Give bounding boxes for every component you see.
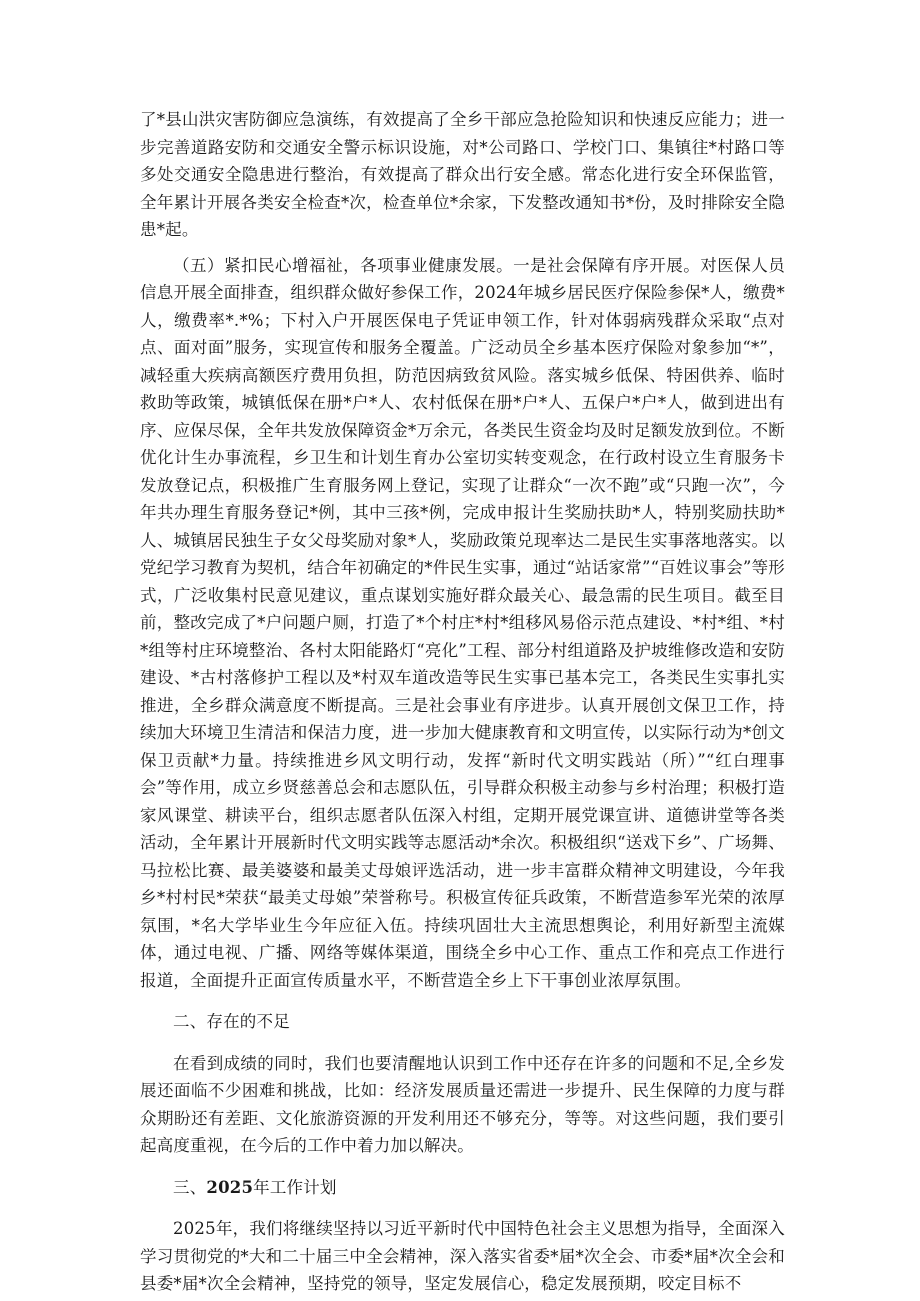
heading-suffix: 年工作计划 xyxy=(253,1177,337,1197)
paragraph-work-plan: 2025年，我们将继续坚持以习近平新时代中国特色社会主义思想为指导，全面深入学习贯彻党的*大和二十届三中全会精神，深入落实省委*届*次全会、市委*届*次全会和县委*届*次全会精神，坚持党的领导，坚定发展信心，稳定发展预期，咬定目标不 xyxy=(140,1219,785,1293)
paragraph-safety-continued: 了*县山洪灾害防御应急演练，有效提高了全乡干部应急抢险知识和快速反应能力；进一步完善道路安防和交通安全警示标识设施，对*公司路口、学校门口、集镇往*村路口等多处交通安全隐患进行整治，有效提高了群众出行安全感。常态化进行安全环保监管，全年累计开展各类安全检查*次，检查单位*余家，下发整改通知书*份，及时排除安全隐患*起。 xyxy=(140,110,785,239)
document-body xyxy=(140,106,785,1298)
heading-year: 2025 xyxy=(206,1177,254,1197)
section-heading-work-plan xyxy=(140,1174,785,1202)
section-heading-shortcomings: 二、存在的不足 xyxy=(173,1012,290,1031)
heading-prefix: 三、 xyxy=(173,1177,207,1197)
paragraph-shortcomings: 在看到成绩的同时，我们也要清醒地认识到工作中还存在许多的问题和不足,全乡发展还面临不少困难和挑战，比如：经济发展质量还需进一步提升、民生保障的力度与群众期盼还有差距、文化旅游资源的开发利用还不够充分，等等。对这些问题，我们要引起高度重视，在今后的工作中着力加以解决。 xyxy=(140,1053,785,1155)
paragraph-livelihood: （五）紧扣民心增福祉，各项事业健康发展。一是社会保障有序开展。对医保人员信息开展全面排查，组织群众做好参保工作，2024年城乡居民医疗保险参保*人，缴费*人，缴费率*.*%；下村入户开展医保电子凭证申领工作，针对体弱病残群众采取“点对点、面对面”服务，实现宣传和服务全覆盖。广泛动员全乡基本医疗保险对象参加“*”，减轻重大疾病高额医疗费用负担，防范因病致贫风险。落实城乡低保、特困供养、临时救助等政策，城镇低保在册*户*人、农村低保在册*户*人、五保户*户*人，做到进出有序、应保尽保，全年共发放保障资金*万余元，各类民生资金均及时足额发放到位。不断优化计生办事流程，乡卫生和计划生育办公室切实转变观念，在行政村设立生育服务卡发放登记点，积极推广生育服务网上登记，实现了让群众“一次不跑”或“只跑一次”，今年共办理生育服务登记*例，其中三孩*例，完成申报计生奖励扶助*人，特别奖励扶助*人、城镇居民独生子女父母奖励对象*人，奖励政策兑现率达二是民生实事落地落实。以党纪学习教育为契机，结合年初确定的*件民生实事，通过“站话家常”“百姓议事会”等形式，广泛收集村民意见建议，重点谋划实施好群众最关心、最急需的民生项目。截至目前，整改完成了*户问题户厕，打造了*个村庄*村*组移风易俗示范点建设、*村*组、*村*组等村庄环境整治、各村太阳能路灯“亮化”工程、部分村组道路及护坡维修改造和安防建设、*古村落修护工程以及*村双车道改造等民生实事已基本完工，各类民生实事扎实推进，全乡群众满意度不断提高。三是社会事业有序进步。认真开展创文保卫工作，持续加大环境卫生清洁和保洁力度，进一步加大健康教育和文明宣传，以实际行动为*创文保卫贡献*力量。持续推进乡风文明行动，发挥“新时代文明实践站（所）”“红白理事会”等作用，成立乡贤慈善总会和志愿队伍，引导群众积极主动参与乡村治理；积极打造家风课堂、耕读平台，组织志愿者队伍深入村组，定期开展党课宣讲、道德讲堂等各类活动，全年累计开展新时代文明实践等志愿活动*余次。积极组织“送戏下乡”、广场舞、马拉松比赛、最美婆婆和最美丈母娘评选活动，进一步丰富群众精神文明建设，今年我乡*村村民*荣获“最美丈母娘”荣誉称号。积极宣传征兵政策，不断营造参军光荣的浓厚氛围，*名大学毕业生今年应征入伍。持续巩固壮大主流思想舆论，利用好新型主流媒体，通过电视、广播、网络等媒体渠道，围绕全乡中心工作、重点工作和亮点工作进行报道，全面提升正面宣传质量水平，不断营造全乡上下干事创业浓厚氛围。 xyxy=(140,255,785,990)
